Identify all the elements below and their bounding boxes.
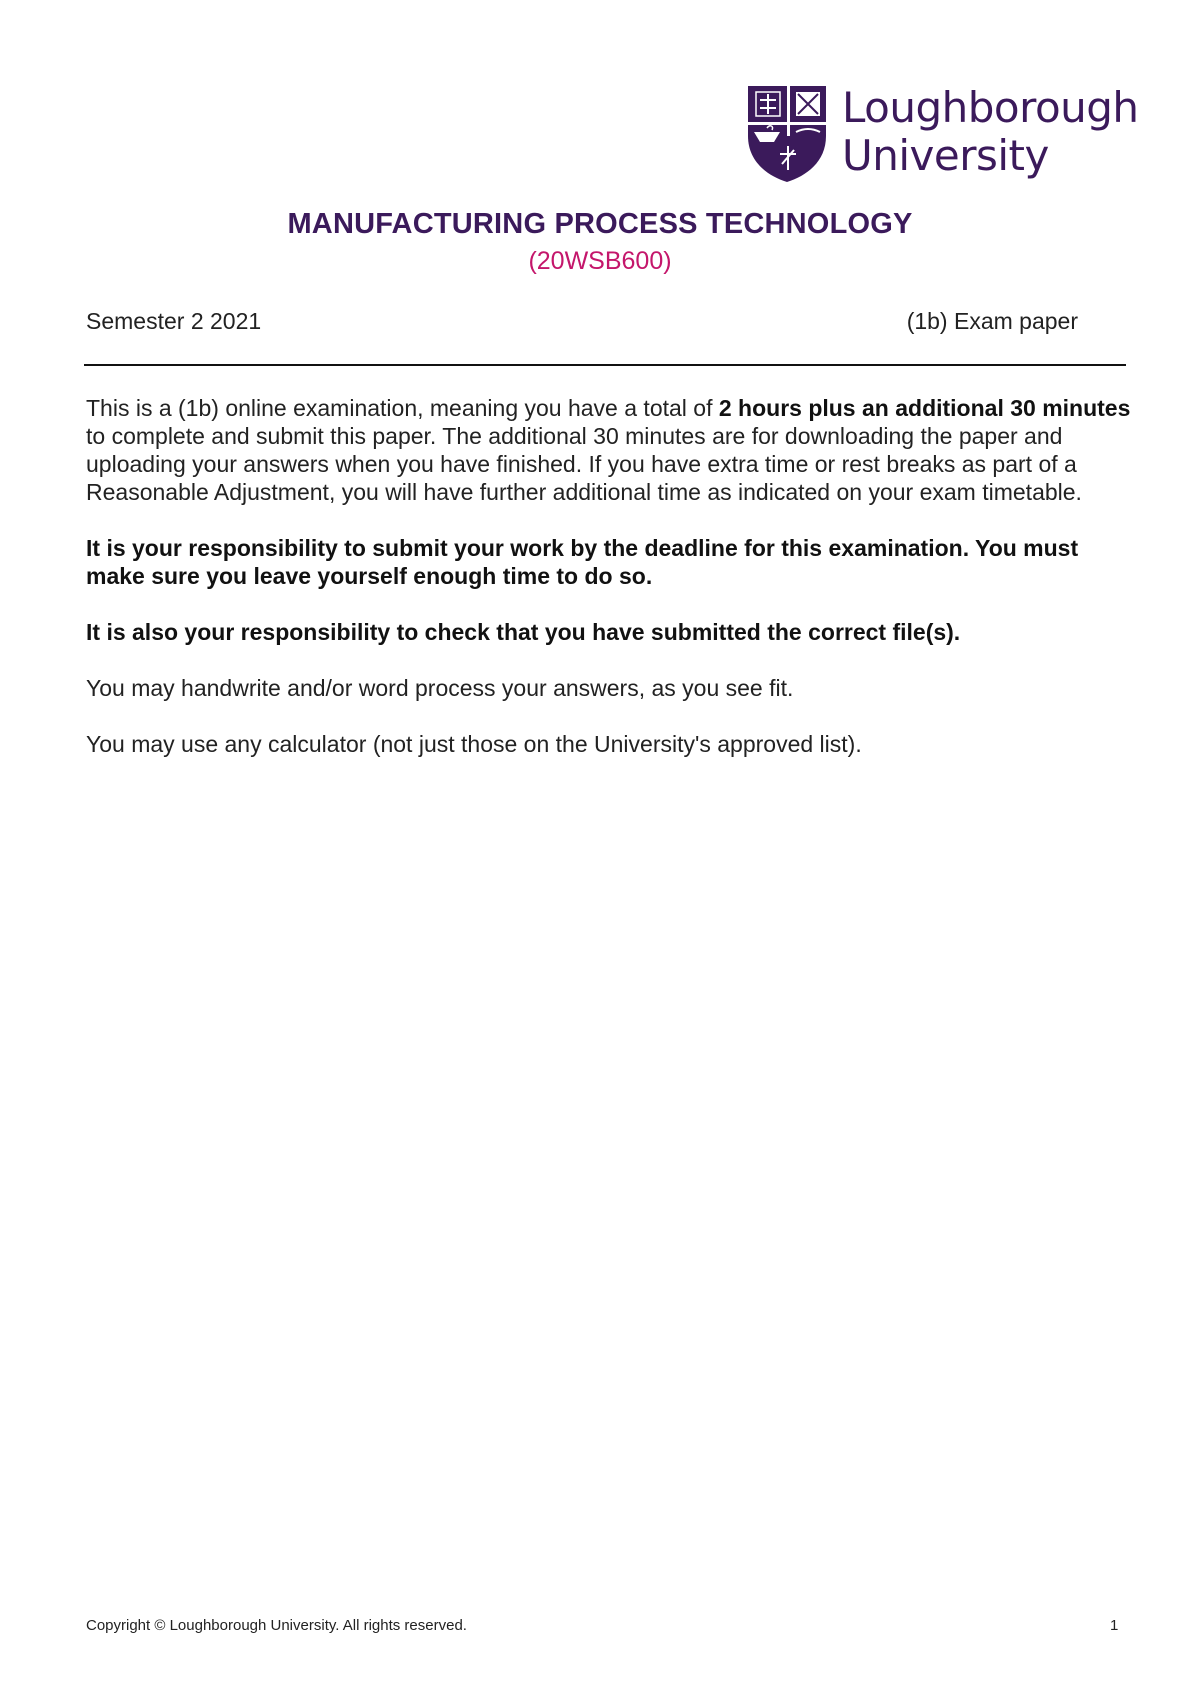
instruction-calculator: You may use any calculator (not just those on the University's approved list). <box>86 731 862 757</box>
instruction-duration-start: This is a (1b) online examination, meaning you have a total of <box>86 395 719 421</box>
exam-title: MANUFACTURING PROCESS TECHNOLOGY <box>287 208 913 240</box>
semester-label: Semester 2 2021 <box>86 308 262 334</box>
university-crest-icon <box>746 84 828 184</box>
copyright-notice: Copyright © Loughborough University. All rights reserved. <box>86 1617 467 1634</box>
paper-type-label: (1b) Exam paper <box>906 308 1078 334</box>
university-logo <box>746 83 1139 184</box>
module-code: (20WSB600) <box>528 247 672 275</box>
instruction-handwrite: You may handwrite and/or word process your answers, as you see fit. <box>86 675 794 701</box>
instruction-correct-file: It is also your responsibility to check that you have submitted the correct file(s). <box>86 619 961 645</box>
instruction-duration-bold: 2 hours plus an additional 30 minutes <box>718 395 1131 421</box>
university-wordmark <box>842 84 1139 180</box>
instructions <box>86 394 1131 786</box>
instruction-deadline: It is your responsibility to submit your work by the deadline for this examination. You must make sure you leave yourself enough time to do so. <box>86 535 1079 589</box>
logo-line-2: University <box>842 131 1049 180</box>
logo-line-1: Loughborough <box>842 83 1139 132</box>
instruction-duration-end: to complete and submit this paper. The additional 30 minutes are for downloading the paper and uploading your answers when you have finished. If you have extra time or rest breaks as part of a Reasonable Adjustment, you will have further additional time as indicated on your exam timetable. <box>86 423 1082 505</box>
page-number: 1 <box>1110 1617 1119 1634</box>
header-divider <box>84 364 1126 366</box>
instruction-duration <box>86 394 1131 506</box>
